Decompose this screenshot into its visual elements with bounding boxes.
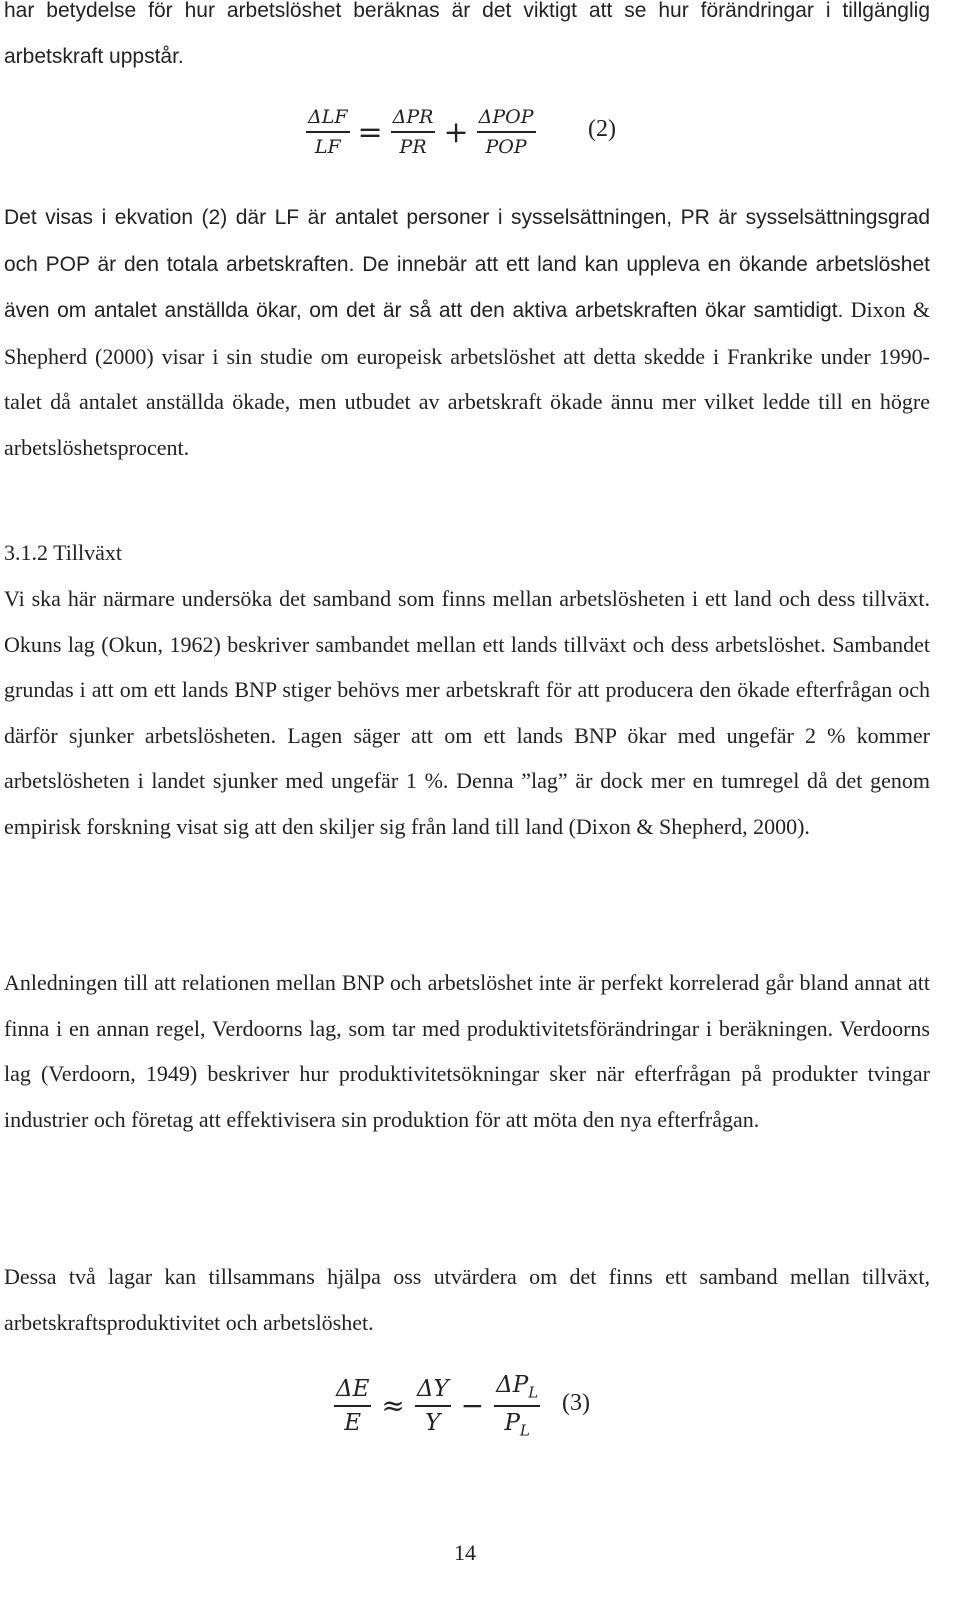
equation-3-number: (3) [562, 1390, 590, 1416]
paragraph-1 [4, 194, 930, 470]
fraction-term2 [477, 106, 536, 158]
paragraph-3: Anledningen till att relationen mellan BNP och arbetslöshet inte är perfekt korrelerad går bland annat att finna i en annan regel, Verdoorns lag, som tar med produktivitetsförändringar i beräkningen. Verdoorns lag (Verdoorn, 1949) beskriver hur produktivitetsökningar sker när efterfrågan på produkter tvingar industrier och företag att effektivisera sin produktion för att möta den nya efterfrågan. [4, 970, 930, 1132]
term2-denominator-subscript: L [519, 1421, 530, 1440]
term2-denominator-main: P [504, 1409, 520, 1436]
minus-sign: − [460, 1389, 485, 1423]
paragraph-4: Dessa två lagar kan tillsammans hjälpa oss utvärdera om det finns ett samband mellan tillväxt, arbetskraftsproduktivitet och arbetslöshet. [4, 1264, 930, 1335]
lhs-denominator: E [344, 1409, 362, 1436]
paragraph-1-serif-text: Dixon & Shepherd (2000) visar i sin studie om europeisk arbetslöshet att detta skedde i Frankrike under 1990-talet då antalet anställda ökade, men utbudet av arbetskraft ökade ännu mer vilket ledde till en högre arbetslöshetsprocent. [4, 297, 930, 460]
fraction-lhs [306, 106, 350, 158]
equation-3 [334, 1372, 540, 1439]
approx-sign: ≈ [381, 1389, 405, 1423]
lhs-denominator: LF [314, 136, 341, 158]
term1-numerator: ΔY [416, 1375, 449, 1402]
intro-paragraph: har betydelse för hur arbetslöshet beräknas är det viktigt att se hur förändringar i tillgänglig arbetskraft uppstår. [4, 0, 930, 68]
term1-denominator: PR [399, 136, 427, 158]
paragraph-1-sans-text: Det visas i ekvation (2) där LF är antalet personer i sysselsättningen, PR är sysselsättningsgrad och POP är den totala arbetskraften. De innebär att ett land kan uppleva en ökande arbetslöshet även om antalet anställda ökar, om det är så att den aktiva arbetskraften ökar samtidigt. [4, 206, 930, 322]
fraction-term2 [494, 1372, 540, 1439]
equation-2 [306, 106, 536, 158]
term2-numerator-main: ΔP [496, 1372, 529, 1398]
plus-sign: + [443, 114, 469, 150]
term1-numerator: ΔPR [392, 106, 434, 128]
section-heading: 3.1.2 Tillväxt [4, 540, 122, 565]
fraction-term1 [415, 1376, 451, 1436]
lhs-numerator: ΔE [336, 1375, 370, 1402]
term2-denominator [502, 1407, 531, 1440]
equals-sign: = [357, 114, 383, 150]
term2-denominator: POP [485, 136, 527, 158]
equation-2-number: (2) [588, 116, 616, 142]
term2-numerator-subscript: L [528, 1383, 539, 1402]
page-number: 14 [454, 1540, 476, 1565]
paragraph-2: Vi ska här närmare undersöka det samband som finns mellan arbetslösheten i ett land och dess tillväxt. Okuns lag (Okun, 1962) beskriver sambandet mellan ett lands tillväxt och dess arbetslöshet. Sambandet grundas i att om ett lands BNP stiger behövs mer arbetskraft för att producera den ökade efterfrågan och därför sjunker arbetslösheten. Lagen säger att om ett lands BNP ökar med ungefär 2 % kommer arbetslösheten i landet sjunker med ungefär 1 %. Denna ”lag” är dock mer en tumregel då det genom empirisk forskning visat sig att den skiljer sig från land till land (Dixon & Shepherd, 2000). [4, 586, 930, 839]
term1-denominator: Y [425, 1409, 441, 1436]
fraction-lhs [334, 1376, 371, 1436]
fraction-term1 [391, 106, 436, 158]
lhs-numerator: ΔLF [308, 106, 348, 128]
term2-numerator [494, 1372, 540, 1405]
term2-numerator: ΔPOP [478, 106, 534, 128]
